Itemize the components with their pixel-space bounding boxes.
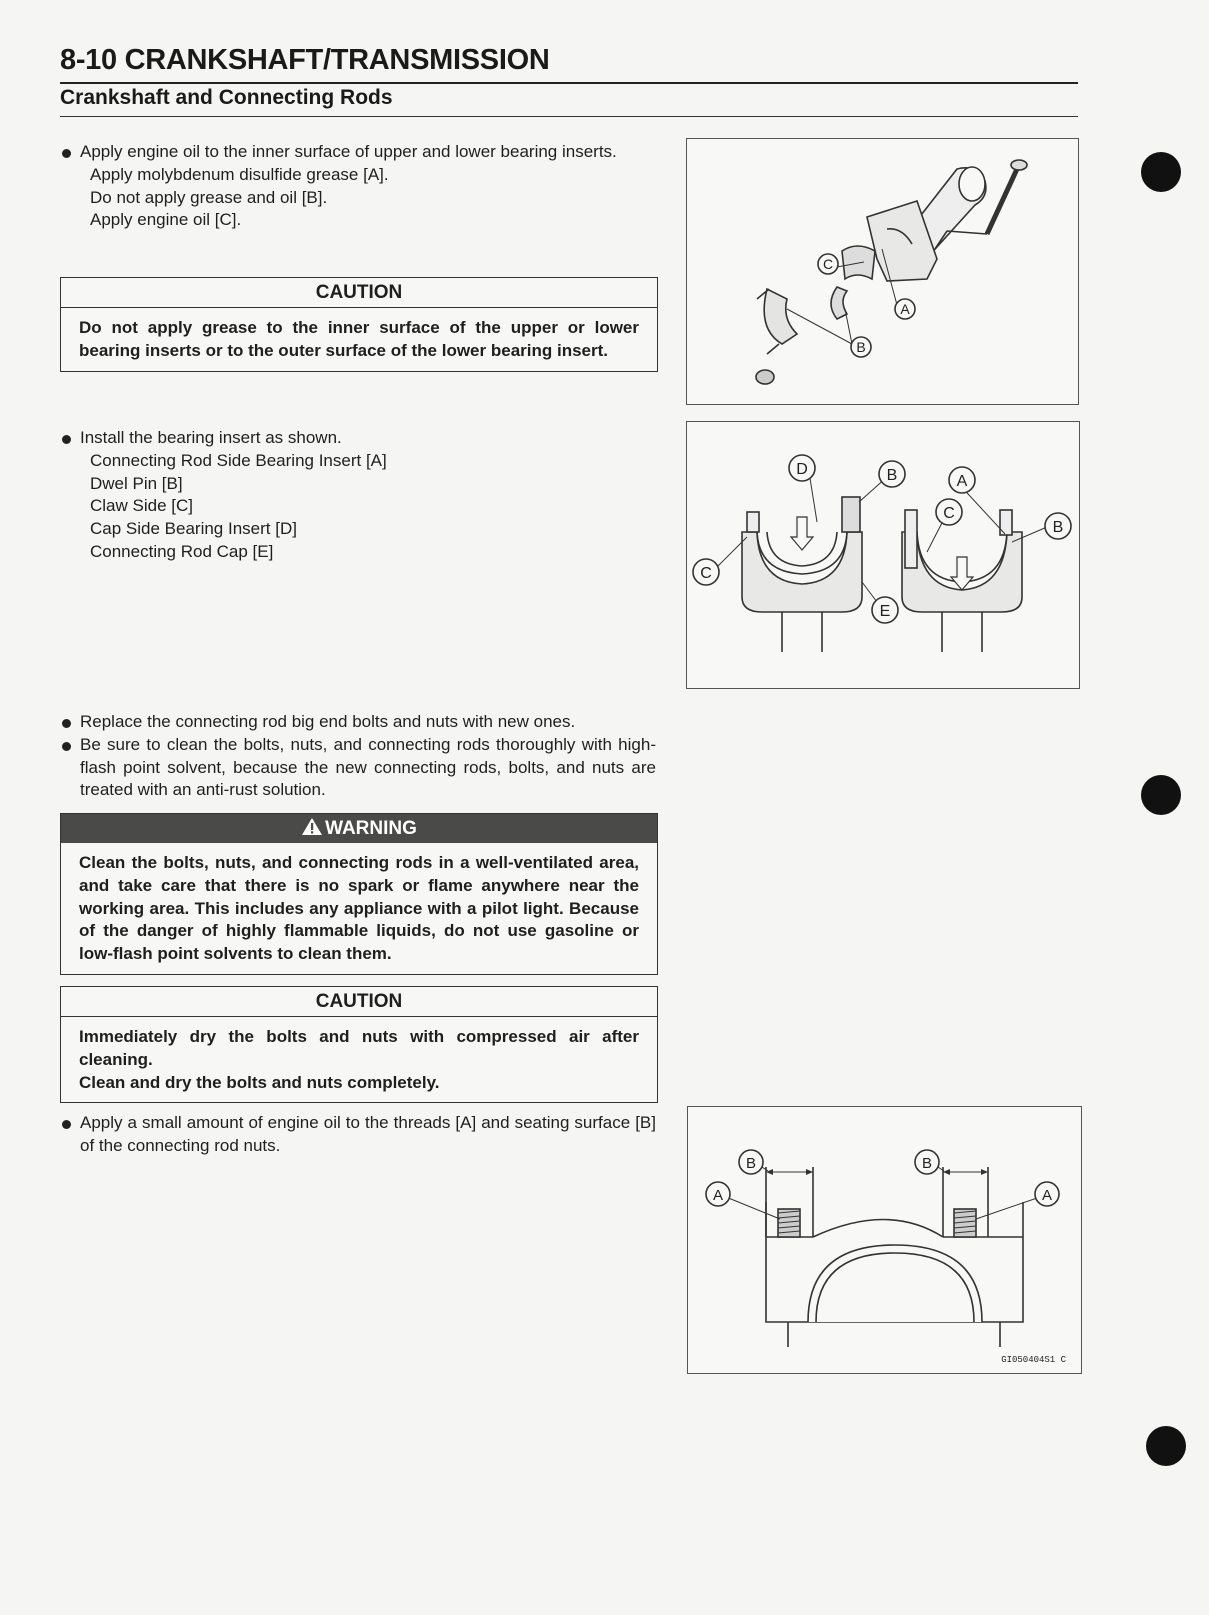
instruction-line: Do not apply grease and oil [B]. [90,187,328,207]
caution-heading: CAUTION [61,987,657,1017]
section-rule [60,116,1078,117]
caution-box [60,986,658,1103]
figure-callout-label: A [712,1187,724,1204]
warning-heading: WARNING [325,818,417,839]
part-line: Cap Side Bearing Insert [D] [90,519,297,539]
figure-nut-threads [687,1106,1082,1374]
figure-callout-label: A [900,301,910,317]
part-line: Connecting Rod Cap [E] [90,541,274,561]
part-line: Dwel Pin [B] [90,473,183,493]
figure-callout-label: B [921,1155,933,1172]
warning-triangle-icon [301,817,323,836]
step-install-bearing [60,427,656,564]
figure-code: GI050404S1 C [1001,1355,1066,1365]
figure-callout-label: C [943,505,955,522]
figure-callout-label: C [700,565,712,582]
warning-text: Clean the bolts, nuts, and connecting rods in a well-ventilated area, and take care that there is no spark or flame anywhere near the working area. This includes any appliance with a pilot light. Because of the danger of highly flammable liquids, do not use gasoline or low-flash point solvents to clean them. [79,853,639,964]
bullet-text: Apply engine oil to the inner surface of upper and lower bearing inserts. [60,141,656,164]
instruction-line: Apply engine oil [C]. [90,210,242,230]
binder-hole [1146,1426,1186,1466]
caution-line: Immediately dry the bolts and nuts with compressed air after cleaning. [79,1027,639,1069]
caution-line: Clean and dry the bolts and nuts completely. [79,1072,440,1092]
warning-box [60,813,658,975]
bullet-text: Apply a small amount of engine oil to the threads [A] and seating surface [B] of the connecting rod nuts. [60,1112,656,1158]
binder-hole [1141,775,1181,815]
figure-callout-label: D [796,461,808,478]
figure-callout-label: C [822,256,834,272]
figure-callout-label: B [745,1155,757,1172]
part-line: Claw Side [C] [90,496,193,516]
step-oil-nuts [60,1112,656,1158]
instruction-line: Apply molybdenum disulfide grease [A]. [90,164,389,184]
warning-header [61,814,657,843]
caution-text: Do not apply grease to the inner surface of the upper or lower bearing inserts or to the outer surface of the lower bearing insert. [79,318,639,360]
figure-callout-label: E [879,603,891,620]
figure-callout-label: A [956,473,968,490]
bullet-text: Install the bearing insert as shown. [60,427,656,450]
figure-callout-label: A [1041,1187,1053,1204]
step-replace-bolts [60,711,656,802]
figure-callout-label: B [856,339,866,355]
part-line: Connecting Rod Side Bearing Insert [A] [90,450,387,470]
section-title: Crankshaft and Connecting Rods [60,86,393,109]
figure-conrod-exploded [686,138,1079,405]
figure-callout-label: B [1052,519,1064,536]
caution-text [61,1017,657,1102]
step-oil-bearing-inserts [60,141,656,232]
page-title: 8-10 CRANKSHAFT/TRANSMISSION [60,44,550,76]
figure-bearing-install [686,421,1080,689]
bullet-text: Be sure to clean the bolts, nuts, and connecting rods thoroughly with high-flash point solvent, because the new connecting rods, bolts, and nuts are treated with an anti-rust solution. [60,734,656,802]
caution-heading: CAUTION [61,278,657,308]
caution-box [60,277,658,372]
binder-hole [1141,152,1181,192]
header-rule [60,82,1078,84]
figure-callout-label: B [886,467,898,484]
bullet-text: Replace the connecting rod big end bolts and nuts with new ones. [60,711,656,734]
